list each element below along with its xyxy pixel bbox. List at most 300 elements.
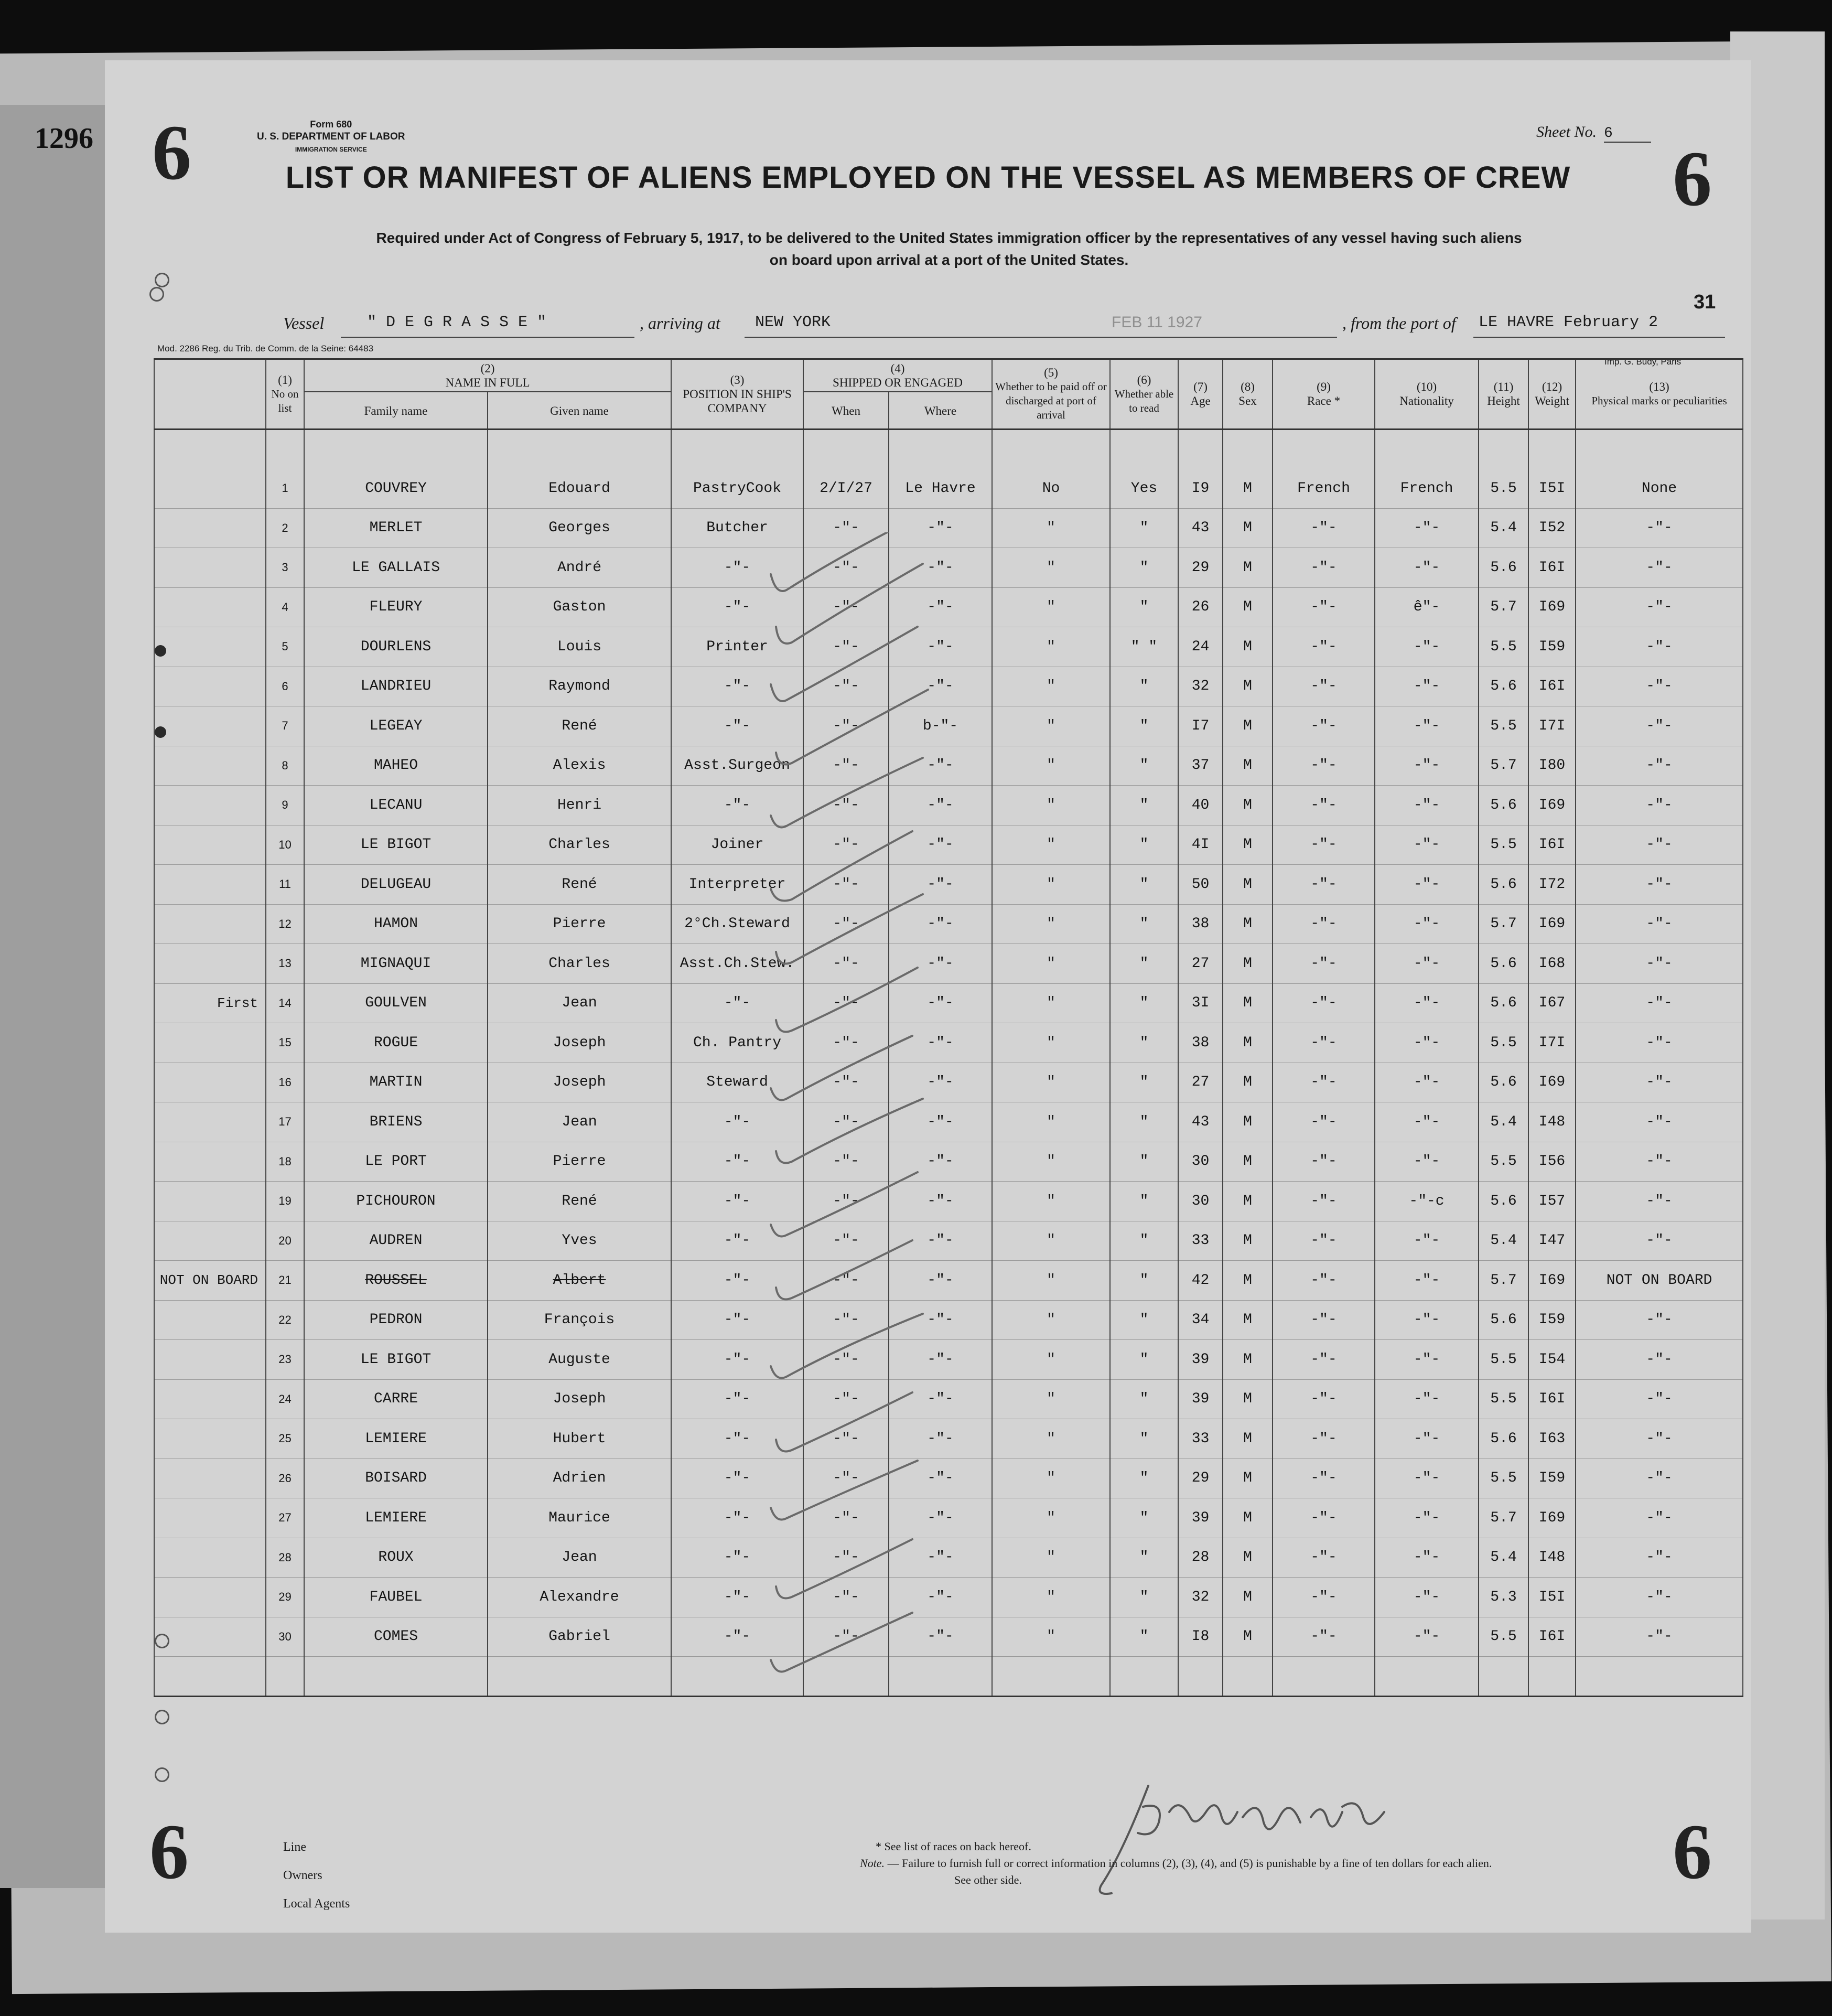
shipped-where: -"-	[889, 1617, 992, 1657]
big-sheet-number-bottom-right: 6	[1673, 1808, 1712, 1895]
family-name: LEGEAY	[304, 706, 488, 746]
table-row	[154, 1261, 1743, 1301]
shipped-when: -"-	[803, 904, 889, 944]
age: 30	[1178, 1182, 1223, 1221]
nationality: -"-	[1375, 1617, 1479, 1657]
shipped-where: -"-	[889, 865, 992, 905]
shipped-where: -"-	[889, 1300, 992, 1340]
able-to-read: "	[1110, 786, 1178, 825]
sex: M	[1223, 1379, 1273, 1419]
height: 5.7	[1479, 904, 1528, 944]
list-number: 29	[266, 1578, 304, 1617]
punch-hole	[155, 1634, 169, 1648]
remark-cell	[154, 667, 266, 706]
list-number: 7	[266, 706, 304, 746]
arriving-rule	[745, 337, 1337, 338]
nationality: -"-	[1375, 1102, 1479, 1142]
weight: I69	[1528, 1261, 1576, 1301]
able-to-read: "	[1110, 1498, 1178, 1538]
position: -"-	[671, 587, 803, 627]
family-name: MAHEO	[304, 746, 488, 786]
shipped-when: -"-	[803, 865, 889, 905]
shipped-when: -"-	[803, 1340, 889, 1380]
age: 32	[1178, 667, 1223, 706]
table-row	[154, 786, 1743, 825]
physical-marks: -"-	[1576, 983, 1743, 1023]
able-to-read: "	[1110, 1617, 1178, 1657]
given-name: Alexis	[488, 746, 671, 786]
family-name: AUDREN	[304, 1221, 488, 1261]
position: -"-	[671, 1498, 803, 1538]
paid-off: "	[992, 508, 1110, 548]
table-row	[154, 1300, 1743, 1340]
age: 33	[1178, 1419, 1223, 1459]
family-name: MARTIN	[304, 1063, 488, 1102]
able-to-read: "	[1110, 1142, 1178, 1182]
position: Interpreter	[671, 865, 803, 905]
weight: I68	[1528, 944, 1576, 984]
table-row	[154, 1221, 1743, 1261]
remark-cell	[154, 1498, 266, 1538]
given-name: Pierre	[488, 1142, 671, 1182]
family-name-header: Family name	[304, 392, 488, 429]
position: Steward	[671, 1063, 803, 1102]
col-4-header: (4) SHIPPED OR ENGAGED	[803, 359, 992, 392]
weight: I7I	[1528, 706, 1576, 746]
family-name: BOISARD	[304, 1459, 488, 1498]
race: -"-	[1273, 1379, 1375, 1419]
race: -"-	[1273, 983, 1375, 1023]
note-text: — Failure to furnish full or correct information in columns (2), (3), (4), and (5) is punishable by a fine of ten dollars for each alien.	[885, 1857, 1492, 1870]
family-name: LE PORT	[304, 1142, 488, 1182]
height: 5.6	[1479, 786, 1528, 825]
table-row	[154, 548, 1743, 588]
shipped-when: -"-	[803, 1300, 889, 1340]
nationality: -"-	[1375, 1578, 1479, 1617]
subtitle	[231, 227, 1667, 271]
table-row	[154, 865, 1743, 905]
weight: I54	[1528, 1340, 1576, 1380]
nationality: French	[1375, 469, 1479, 509]
list-number: 10	[266, 825, 304, 865]
sex: M	[1223, 786, 1273, 825]
able-to-read: "	[1110, 944, 1178, 984]
physical-marks: NOT ON BOARD	[1576, 1261, 1743, 1301]
subtitle-line-2: on board upon arrival at a port of the United States.	[769, 252, 1129, 268]
shipped-when: -"-	[803, 1578, 889, 1617]
given-name: Charles	[488, 825, 671, 865]
remark-cell	[154, 587, 266, 627]
sex: M	[1223, 1340, 1273, 1380]
paid-off: "	[992, 1221, 1110, 1261]
weight: I59	[1528, 1300, 1576, 1340]
position: -"-	[671, 983, 803, 1023]
shipped-where: -"-	[889, 1578, 992, 1617]
arriving-port: NEW YORK	[755, 314, 831, 331]
weight: I52	[1528, 508, 1576, 548]
height: 5.5	[1479, 825, 1528, 865]
able-to-read: "	[1110, 1261, 1178, 1301]
department: U. S. DEPARTMENT OF LABOR	[257, 131, 405, 142]
shipped-when: -"-	[803, 1419, 889, 1459]
family-name: COUVREY	[304, 469, 488, 509]
vessel-rule	[341, 337, 634, 338]
height: 5.5	[1479, 1459, 1528, 1498]
physical-marks: -"-	[1576, 944, 1743, 984]
shipped-when: -"-	[803, 508, 889, 548]
sex: M	[1223, 587, 1273, 627]
position: Printer	[671, 627, 803, 667]
list-number: 18	[266, 1142, 304, 1182]
col-3-header: (3) POSITION IN SHIP'S COMPANY	[671, 359, 803, 430]
physical-marks: -"-	[1576, 508, 1743, 548]
table-row	[154, 1578, 1743, 1617]
nationality: -"-	[1375, 1261, 1479, 1301]
remark-cell	[154, 1102, 266, 1142]
list-number: 23	[266, 1340, 304, 1380]
family-name: ROUX	[304, 1538, 488, 1578]
list-number: 24	[266, 1379, 304, 1419]
shipped-when: -"-	[803, 1023, 889, 1063]
weight: I5I	[1528, 1578, 1576, 1617]
height: 5.3	[1479, 1578, 1528, 1617]
remark-cell	[154, 1538, 266, 1578]
paid-off: "	[992, 1063, 1110, 1102]
sex: M	[1223, 1538, 1273, 1578]
family-name: LE BIGOT	[304, 1340, 488, 1380]
footnote	[860, 1838, 1492, 1889]
height: 5.5	[1479, 469, 1528, 509]
given-name: Gaston	[488, 587, 671, 627]
remark-cell	[154, 1023, 266, 1063]
age: 42	[1178, 1261, 1223, 1301]
race: French	[1273, 469, 1375, 509]
family-name: FLEURY	[304, 587, 488, 627]
service: IMMIGRATION SERVICE	[295, 146, 367, 153]
age: 29	[1178, 548, 1223, 588]
shipped-when: -"-	[803, 786, 889, 825]
able-to-read: "	[1110, 706, 1178, 746]
nationality: -"-	[1375, 1142, 1479, 1182]
paid-off: "	[992, 865, 1110, 905]
shipped-when: -"-	[803, 587, 889, 627]
physical-marks: -"-	[1576, 1182, 1743, 1221]
remark-cell	[154, 904, 266, 944]
paid-off: "	[992, 1023, 1110, 1063]
position: -"-	[671, 1300, 803, 1340]
paid-off: "	[992, 667, 1110, 706]
paid-off: "	[992, 1498, 1110, 1538]
given-name: Albert	[488, 1261, 671, 1301]
family-name: MIGNAQUI	[304, 944, 488, 984]
list-number: 11	[266, 865, 304, 905]
race: -"-	[1273, 1023, 1375, 1063]
nationality: -"-	[1375, 1419, 1479, 1459]
shipped-where: -"-	[889, 786, 992, 825]
family-name: LEMIERE	[304, 1419, 488, 1459]
given-name: Yves	[488, 1221, 671, 1261]
weight: I69	[1528, 904, 1576, 944]
punch-hole	[149, 287, 164, 302]
given-name: René	[488, 1182, 671, 1221]
shipped-when: -"-	[803, 1102, 889, 1142]
col-12-header: (12) Weight	[1528, 359, 1576, 430]
shipped-where: b-"-	[889, 706, 992, 746]
family-name: LE GALLAIS	[304, 548, 488, 588]
age: 38	[1178, 904, 1223, 944]
physical-marks: -"-	[1576, 1340, 1743, 1380]
list-number: 22	[266, 1300, 304, 1340]
given-name: Jean	[488, 1102, 671, 1142]
position: Ch. Pantry	[671, 1023, 803, 1063]
shipped-where: -"-	[889, 1182, 992, 1221]
sex: M	[1223, 746, 1273, 786]
physical-marks: -"-	[1576, 786, 1743, 825]
shipped-where: -"-	[889, 746, 992, 786]
table-row	[154, 508, 1743, 548]
nationality: -"-	[1375, 825, 1479, 865]
weight: I48	[1528, 1538, 1576, 1578]
weight: I59	[1528, 627, 1576, 667]
vessel-name: " D E G R A S S E "	[367, 314, 547, 331]
height: 5.6	[1479, 1419, 1528, 1459]
family-name: PEDRON	[304, 1300, 488, 1340]
height: 5.6	[1479, 1063, 1528, 1102]
age: 39	[1178, 1340, 1223, 1380]
nationality: -"-	[1375, 786, 1479, 825]
physical-marks: -"-	[1576, 904, 1743, 944]
able-to-read: "	[1110, 904, 1178, 944]
shipped-where: -"-	[889, 1340, 992, 1380]
shipped-where: -"-	[889, 1221, 992, 1261]
shipped-when: -"-	[803, 1221, 889, 1261]
list-number: 14	[266, 983, 304, 1023]
race: -"-	[1273, 746, 1375, 786]
weight: I69	[1528, 786, 1576, 825]
subtitle-line-1: Required under Act of Congress of February 5, 1917, to be delivered to the United States immigration officer by the representatives of any vessel having such aliens	[376, 230, 1522, 246]
able-to-read: "	[1110, 1459, 1178, 1498]
race: -"-	[1273, 706, 1375, 746]
shipped-where: -"-	[889, 1498, 992, 1538]
height: 5.5	[1479, 706, 1528, 746]
position: -"-	[671, 1340, 803, 1380]
weight: I80	[1528, 746, 1576, 786]
paid-off: "	[992, 1142, 1110, 1182]
table-row	[154, 627, 1743, 667]
big-sheet-number-top-right: 6	[1673, 135, 1712, 222]
given-name: Gabriel	[488, 1617, 671, 1657]
physical-marks: -"-	[1576, 1300, 1743, 1340]
weight: I7I	[1528, 1023, 1576, 1063]
sex: M	[1223, 1221, 1273, 1261]
family-name: COMES	[304, 1617, 488, 1657]
physical-marks: -"-	[1576, 1498, 1743, 1538]
family-name: FAUBEL	[304, 1578, 488, 1617]
physical-marks: -"-	[1576, 1459, 1743, 1498]
weight: I69	[1528, 1498, 1576, 1538]
shipped-where: -"-	[889, 1379, 992, 1419]
able-to-read: "	[1110, 1578, 1178, 1617]
physical-marks: -"-	[1576, 865, 1743, 905]
remark-cell	[154, 1419, 266, 1459]
physical-marks: -"-	[1576, 1617, 1743, 1657]
list-number: 8	[266, 746, 304, 786]
owners-label: Owners	[283, 1869, 322, 1882]
position: 2°Ch.Steward	[671, 904, 803, 944]
weight: I69	[1528, 587, 1576, 627]
height: 5.6	[1479, 983, 1528, 1023]
list-number: 9	[266, 786, 304, 825]
stamp-number: 1296	[35, 122, 93, 155]
note-label: Note.	[860, 1857, 885, 1870]
height: 5.6	[1479, 548, 1528, 588]
table-row	[154, 1538, 1743, 1578]
sex: M	[1223, 904, 1273, 944]
remark-cell	[154, 1182, 266, 1221]
able-to-read: "	[1110, 667, 1178, 706]
list-number: 19	[266, 1182, 304, 1221]
age: 43	[1178, 1102, 1223, 1142]
paid-off: "	[992, 904, 1110, 944]
nationality: -"-	[1375, 1379, 1479, 1419]
position: Asst.Ch.Stew.	[671, 944, 803, 984]
list-number: 21	[266, 1261, 304, 1301]
able-to-read: "	[1110, 1102, 1178, 1142]
check-marks	[755, 532, 944, 1843]
given-name: René	[488, 865, 671, 905]
list-number: 20	[266, 1221, 304, 1261]
height: 5.7	[1479, 746, 1528, 786]
paid-off: "	[992, 983, 1110, 1023]
col-6-header: (6) Whether able to read	[1110, 359, 1178, 430]
see-other-side: See other side.	[954, 1873, 1022, 1886]
list-number: 30	[266, 1617, 304, 1657]
race: -"-	[1273, 1063, 1375, 1102]
col-9-header: (9) Race *	[1273, 359, 1375, 430]
physical-marks: -"-	[1576, 1578, 1743, 1617]
shipped-where: -"-	[889, 1102, 992, 1142]
from-port-rule	[1473, 337, 1725, 338]
shipped-where: -"-	[889, 944, 992, 984]
race: -"-	[1273, 1459, 1375, 1498]
able-to-read: "	[1110, 1538, 1178, 1578]
punch-hole	[155, 1767, 169, 1782]
able-to-read: " "	[1110, 627, 1178, 667]
race: -"-	[1273, 1538, 1375, 1578]
col-11-header: (11) Height	[1479, 359, 1528, 430]
able-to-read: Yes	[1110, 469, 1178, 509]
age: 38	[1178, 1023, 1223, 1063]
remark-cell	[154, 825, 266, 865]
shipped-where: -"-	[889, 1419, 992, 1459]
crew-manifest-table	[154, 358, 1743, 1697]
remark-cell	[154, 1063, 266, 1102]
age: I8	[1178, 1617, 1223, 1657]
form-header	[257, 118, 405, 156]
table-row	[154, 1459, 1743, 1498]
paid-off: "	[992, 1261, 1110, 1301]
shipped-where: -"-	[889, 1023, 992, 1063]
nationality: -"-	[1375, 983, 1479, 1023]
able-to-read: "	[1110, 1419, 1178, 1459]
height: 5.6	[1479, 944, 1528, 984]
remark-cell: First	[154, 983, 266, 1023]
col-5-header: (5) Whether to be paid off or discharged at port of arrival	[992, 359, 1110, 430]
punch-hole	[155, 645, 166, 657]
shipped-when: -"-	[803, 548, 889, 588]
remark-cell	[154, 469, 266, 509]
height: 5.7	[1479, 587, 1528, 627]
sex: M	[1223, 667, 1273, 706]
table-row	[154, 1023, 1743, 1063]
local-agents-label: Local Agents	[283, 1897, 350, 1911]
given-name: Auguste	[488, 1340, 671, 1380]
age: 39	[1178, 1498, 1223, 1538]
given-name: Henri	[488, 786, 671, 825]
sex: M	[1223, 508, 1273, 548]
able-to-read: "	[1110, 1182, 1178, 1221]
age: 50	[1178, 865, 1223, 905]
given-name: Pierre	[488, 904, 671, 944]
age: 34	[1178, 1300, 1223, 1340]
able-to-read: "	[1110, 865, 1178, 905]
list-number: 12	[266, 904, 304, 944]
nationality: -"-	[1375, 627, 1479, 667]
given-name: Adrien	[488, 1459, 671, 1498]
height: 5.4	[1479, 508, 1528, 548]
list-number: 13	[266, 944, 304, 984]
list-number: 15	[266, 1023, 304, 1063]
weight: I72	[1528, 865, 1576, 905]
paid-off: "	[992, 1459, 1110, 1498]
sex: M	[1223, 1617, 1273, 1657]
race: -"-	[1273, 1221, 1375, 1261]
shipped-where: -"-	[889, 508, 992, 548]
remark-cell	[154, 1142, 266, 1182]
sex: M	[1223, 983, 1273, 1023]
age: 32	[1178, 1578, 1223, 1617]
shipped-when: -"-	[803, 1538, 889, 1578]
table-row	[154, 746, 1743, 786]
sex: M	[1223, 1102, 1273, 1142]
vessel-line	[283, 309, 1720, 341]
paid-off: "	[992, 944, 1110, 984]
weight: I6I	[1528, 667, 1576, 706]
remark-cell	[154, 706, 266, 746]
remark-cell	[154, 508, 266, 548]
height: 5.4	[1479, 1221, 1528, 1261]
list-number: 1	[266, 469, 304, 509]
table-row	[154, 1102, 1743, 1142]
table-row	[154, 944, 1743, 984]
race: -"-	[1273, 904, 1375, 944]
remark-cell	[154, 944, 266, 984]
family-name: PICHOURON	[304, 1182, 488, 1221]
big-sheet-number-top-left: 6	[152, 109, 191, 196]
table-row	[154, 706, 1743, 746]
given-name: René	[488, 706, 671, 746]
paid-off: "	[992, 1617, 1110, 1657]
table-row	[154, 1379, 1743, 1419]
sex: M	[1223, 706, 1273, 746]
height: 5.5	[1479, 1142, 1528, 1182]
nationality: -"-	[1375, 1063, 1479, 1102]
able-to-read: "	[1110, 1023, 1178, 1063]
shipped-when: -"-	[803, 1182, 889, 1221]
given-name: Georges	[488, 508, 671, 548]
sex: M	[1223, 1182, 1273, 1221]
list-number: 4	[266, 587, 304, 627]
